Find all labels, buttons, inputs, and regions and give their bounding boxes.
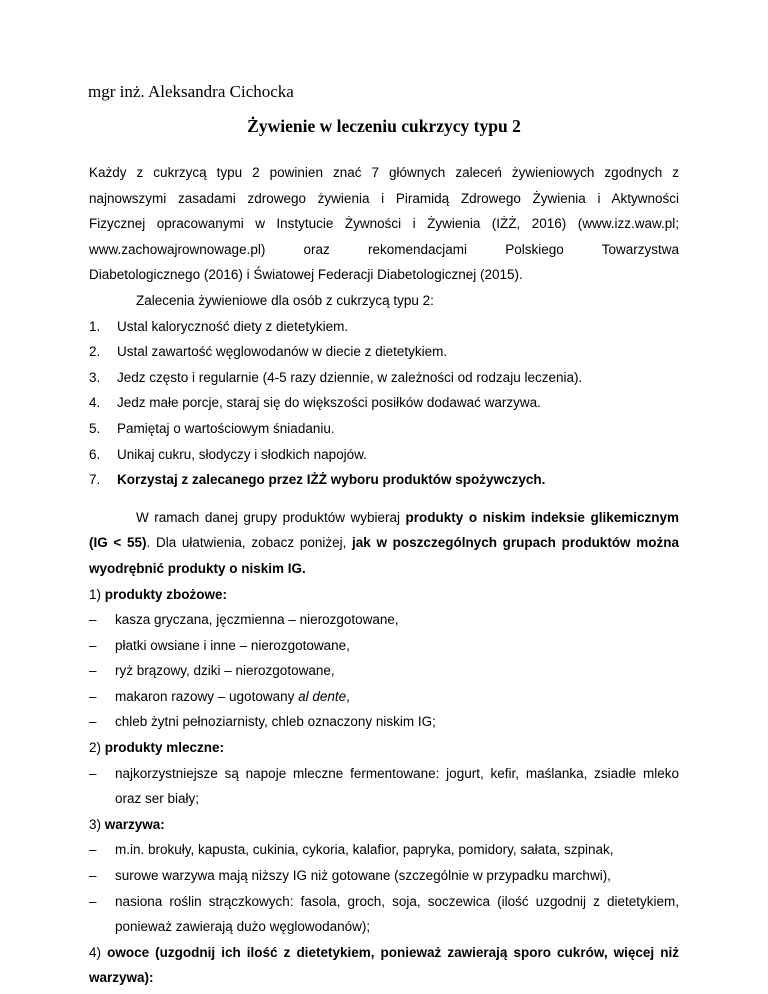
dash-bullet: – <box>89 688 97 704</box>
author-name: mgr inż. Aleksandra Cichocka <box>88 82 294 101</box>
recommendation-item <box>89 390 679 416</box>
item-text: Pamiętaj o wartościowym śniadaniu. <box>117 420 335 436</box>
recommendation-item <box>89 314 679 340</box>
recommendation-item <box>89 365 679 391</box>
item-text: Korzystaj z zalecanego przez IŻŻ wyboru produktów spożywczych. <box>117 472 546 488</box>
list-item: – m.in. brokuły, kapusta, cukinia, cykoria, kalafior, papryka, pomidory, sałata, szpinak, <box>89 837 679 863</box>
list-item: – kasza gryczana, jęczmienna – nierozgotowane, <box>89 607 679 633</box>
intro-line: www.zachowajrownowage.pl) oraz rekomendacjami Polskiego Towarzystwa <box>89 241 679 257</box>
group-heading-cereals: 1) produkty zbożowe: <box>89 586 228 602</box>
item-number: 1. <box>89 318 101 334</box>
item-number: 3. <box>89 369 101 385</box>
group-heading-dairy: 2) produkty mleczne: <box>89 740 225 756</box>
list-item: – płatki owsiane i inne – nierozgotowane, <box>89 633 679 659</box>
document-title: Żywienie w leczeniu cukrzycy typu 2 <box>247 116 521 136</box>
dash-bullet: – <box>89 842 97 858</box>
recommendation-item <box>89 442 679 468</box>
group-heading-vegetables: 3) warzywa: <box>89 816 165 832</box>
item-text: Ustal zawartość węglowodanów w diecie z dietetykiem. <box>117 344 448 360</box>
list-item: – makaron razowy – ugotowany al dente, <box>89 684 679 710</box>
item-text: Jedz często i regularnie (4-5 razy dziennie, w zależności od rodzaju leczenia). <box>117 369 583 385</box>
dash-bullet: – <box>89 893 97 909</box>
intro-line: najnowszymi zasadami zdrowego żywienia i Piramidą Zdrowego Żywienia i Aktywności <box>89 190 679 206</box>
list-item: – surowe warzywa mają niższy IG niż gotowane (szczególnie w przypadku marchwi), <box>89 863 679 889</box>
item-text: Unikaj cukru, słodyczy i słodkich napojów. <box>117 446 367 462</box>
list-item: – ryż brązowy, dziki – nierozgotowane, <box>89 658 679 684</box>
item-number: 7. <box>89 472 101 488</box>
item-number: 4. <box>89 395 101 411</box>
list-item: – nasiona roślin strączkowych: fasola, groch, soja, soczewica (ilość uzgodnij z dietetykiem, ponieważ zawierają dużo węglowodanów); <box>89 889 679 940</box>
dash-bullet: – <box>89 637 97 653</box>
item-text: Ustal kaloryczność diety z dietetykiem. <box>117 318 349 334</box>
recommendation-item <box>89 339 679 365</box>
item-text: Jedz małe porcje, staraj się do większości posiłków dodawać warzywa. <box>117 395 541 411</box>
dash-bullet: – <box>89 868 97 884</box>
group-heading-fruit: 4) owoce (uzgodnij ich ilość z dietetykiem, ponieważ zawierają sporo cukrów, więcej niż warzywa): <box>89 944 679 986</box>
dash-bullet: – <box>89 714 97 730</box>
item-number: 2. <box>89 344 101 360</box>
recommendation-item <box>89 416 679 442</box>
dash-bullet: – <box>89 663 97 679</box>
item-number: 5. <box>89 420 101 436</box>
intro-line: Każdy z cukrzycą typu 2 powinien znać 7 głównych zaleceń żywieniowych zgodnych z <box>89 165 679 180</box>
intro-line: Fizycznej opracowanymi w Instytucie Żywności i Żywienia (IŻŻ, 2016) (www.izz.waw.pl; <box>89 216 679 232</box>
recommendations-heading: Zalecenia żywieniowe dla osób z cukrzycą typu 2: <box>136 292 434 308</box>
glycemic-index-paragraph: W ramach danej grupy produktów wybieraj produkty o niskim indeksie glikemicznym (IG < 55). Dla ułatwienia, zobacz poniżej, jak w poszczególnych grupach produktów można wyodrębnić produkty o niskim IG. <box>89 509 679 576</box>
dash-bullet: – <box>89 612 97 628</box>
item-number: 6. <box>89 446 101 462</box>
list-item: – chleb żytni pełnoziarnisty, chleb oznaczony niskim IG; <box>89 709 679 735</box>
list-item: – najkorzystniejsze są napoje mleczne fermentowane: jogurt, kefir, maślanka, zsiadłe mleko oraz ser biały; <box>89 761 679 812</box>
intro-line: Diabetologicznego (2016) i Światowej Federacji Diabetologicznej (2015). <box>89 267 523 283</box>
dash-bullet: – <box>89 765 97 781</box>
recommendation-item <box>89 467 679 493</box>
document-body <box>89 160 679 991</box>
